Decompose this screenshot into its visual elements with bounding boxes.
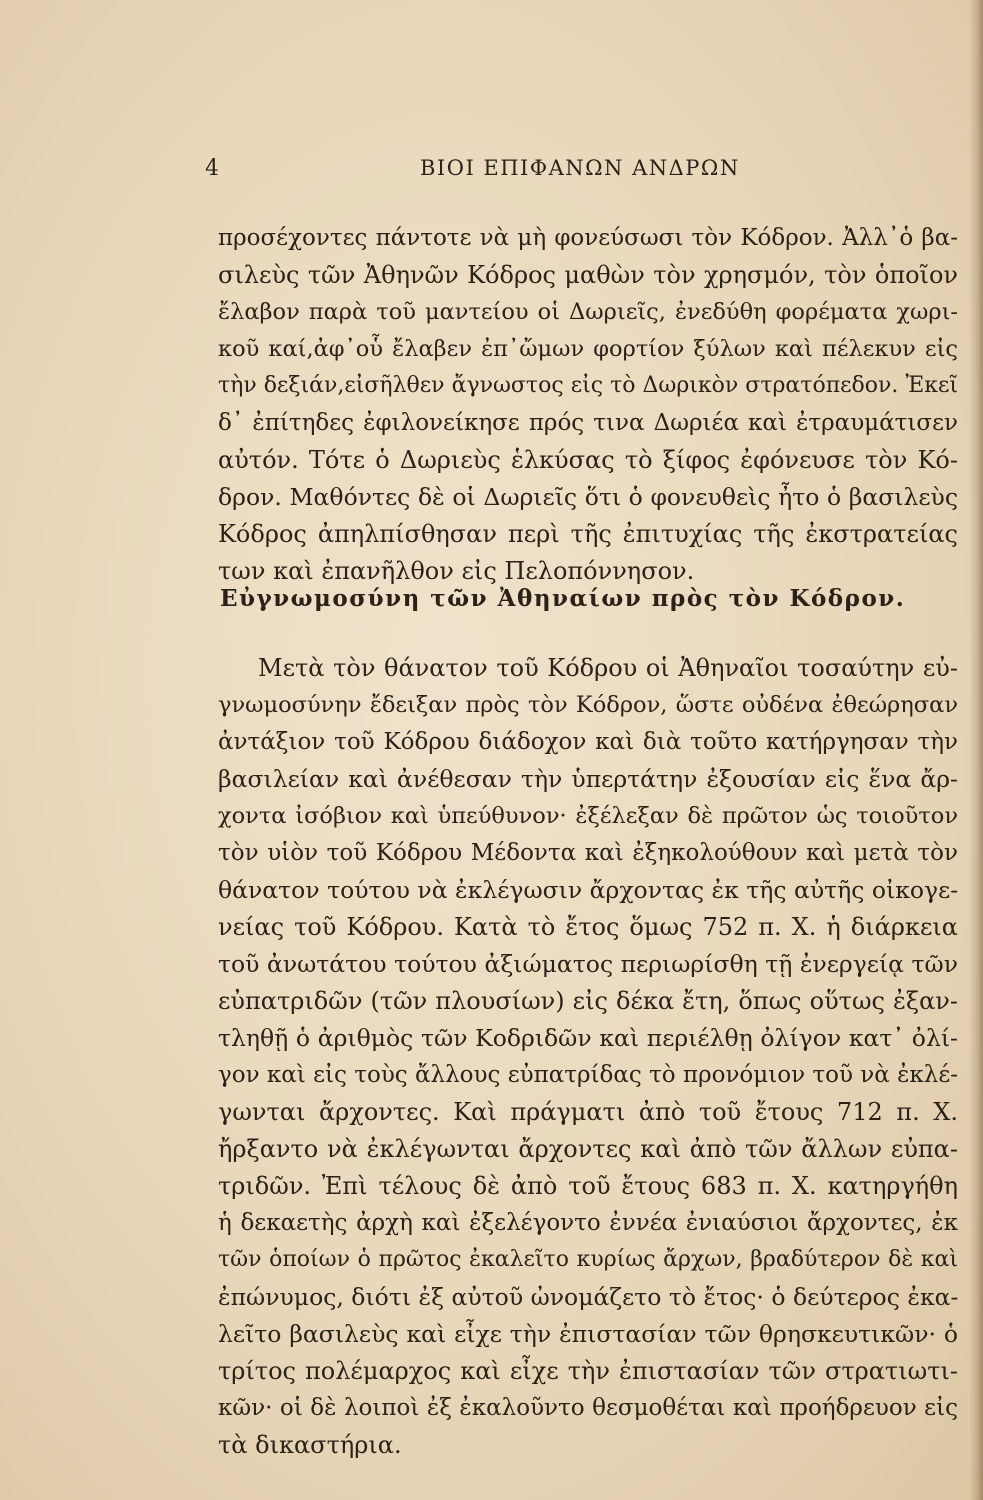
text-line: τὰ δικαστήρια.	[218, 1431, 402, 1459]
text-line: κοῦ καί,ἀφ᾽οὗ ἔλαβεν ἐπ᾽ὤμων φορτίον ξύλων καὶ πέλεκυν εἰς	[218, 336, 958, 362]
text-line: προσέχοντες πάντοτε νὰ μὴ φονεύσωσι τὸν Κόδρον. Ἀλλ᾽ὁ βα-	[218, 225, 958, 251]
text-line: γον καὶ εἰς τοὺς ἄλλους εὐπατρίδας τὸ προνόμιον τοῦ νὰ ἐκλέ-	[218, 1062, 958, 1088]
text-line: ἤρξαντο νὰ ἐκλέγωνται ἄρχοντες καὶ ἀπὸ τῶν ἄλλων εὐπα-	[218, 1135, 958, 1163]
text-line: νείας τοῦ Κόδρου. Κατὰ τὸ ἔτος ὅμως 752 π. Χ. ἡ διάρκεια	[218, 913, 958, 941]
text-line: ἡ δεκαετὴς ἀρχὴ καὶ ἐξελέγοντο ἐννέα ἐνιαύσιοι ἄρχοντες, ἐκ	[218, 1210, 958, 1236]
text-line: τριδῶν. Ἐπὶ τέλους δὲ ἀπὸ τοῦ ἔτους 683 π. Χ. κατηργήθη	[218, 1172, 958, 1200]
text-line: των καὶ ἐπανῆλθον εἰς Πελοπόννησον.	[218, 557, 695, 585]
text-line: χοντα ἰσόβιον καὶ ὑπεύθυνον· ἐξέλεξαν δὲ πρῶτον ὡς τοιοῦτον	[218, 803, 958, 829]
text-line: ἐπώνυμος, διότι ἐξ αὐτοῦ ὠνομάζετο τὸ ἔτος· ὁ δεύτερος ἐκα-	[218, 1283, 958, 1311]
text-line: σιλεὺς τῶν Ἀθηνῶν Κόδρος μαθὼν τὸν χρησμόν, τὸν ὁποῖον	[218, 261, 958, 289]
text-line: τρίτος πολέμαρχος καὶ εἶχε τὴν ἐπιστασίαν τῶν στρατιωτι-	[218, 1357, 958, 1385]
page-edge-shadow	[969, 0, 983, 1500]
text-line: Κόδρος ἀπηλπίσθησαν περὶ τῆς ἐπιτυχίας τῆς ἐκστρατείας	[218, 520, 958, 548]
text-line: βασιλείαν καὶ ἀνέθεσαν τὴν ὑπερτάτην ἐξουσίαν εἰς ἕνα ἄρ-	[218, 765, 958, 793]
section-heading: Εὐγνωμοσύνη τῶν Ἀθηναίων πρὸς τὸν Κόδρον.	[220, 585, 906, 612]
text-line: κῶν· οἱ δὲ λοιποὶ ἐξ ἐκαλοῦντο θεσμοθέται καὶ προήδρευον εἰς	[218, 1395, 958, 1421]
text-line: ἔλαβον παρὰ τοῦ μαντείου οἱ Δωριεῖς, ἐνεδύθη φορέματα χωρι-	[218, 299, 958, 325]
running-title: ΒΙΟΙ ΕΠΙΦΑΝΩΝ ΑΝΔΡΩΝ	[420, 156, 740, 180]
text-line: εὐπατριδῶν (τῶν πλουσίων) εἰς δέκα ἔτη, ὅπως οὕτως ἐξαν-	[218, 987, 958, 1015]
text-line: ἀντάξιον τοῦ Κόδρου διάδοχον καὶ διὰ τοῦτο κατήργησαν τὴν	[218, 729, 958, 755]
text-line: τὴν δεξιάν,εἰσῆλθεν ἄγνωστος εἰς τὸ Δωρικὸν στρατόπεδον. Ἐκεῖ	[218, 373, 958, 398]
text-line: τοῦ ἀνωτάτου τούτου ἀξιώματος περιωρίσθη τῇ ἐνεργείᾳ τῶν	[218, 950, 958, 978]
text-line: Μετὰ τὸν θάνατον τοῦ Κόδρου οἱ Ἀθηναῖοι τοσαύτην εὐ-	[258, 654, 958, 682]
text-line: δρον. Μαθόντες δὲ οἱ Δωριεῖς ὅτι ὁ φονευθεὶς ἦτο ὁ βασιλεὺς	[218, 483, 958, 511]
text-line: δ᾽ ἐπίτηδες ἐφιλονείκησε πρός τινα Δωριέα καὶ ἐτραυμάτισεν	[218, 410, 958, 436]
text-line: τῶν ὁποίων ὁ πρῶτος ἐκαλεῖτο κυρίως ἄρχων, βραδύτερον δὲ καὶ	[218, 1247, 958, 1272]
text-line: γνωμοσύνην ἔδειξαν πρὸς τὸν Κόδρον, ὥστε οὐδένα ἐθεώρησαν	[218, 692, 958, 718]
text-line: τληθῇ ὁ ἀριθμὸς τῶν Κοδριδῶν καὶ περιέλθῃ ὀλίγον κατ᾽ ὀλί-	[218, 1024, 958, 1052]
text-line: γωνται ἄρχοντες. Καὶ πράγματι ἀπὸ τοῦ ἔτους 712 π. Χ.	[218, 1098, 958, 1126]
text-line: θάνατον τούτου νὰ ἐκλέγωσιν ἄρχοντας ἐκ τῆς αὐτῆς οἰκογε-	[218, 876, 958, 904]
text-line: λεῖτο βασιλεὺς καὶ εἶχε τὴν ἐπιστασίαν τῶν θρησκευτικῶν· ὁ	[218, 1320, 958, 1348]
page-number: 4	[205, 156, 219, 181]
page-header	[205, 152, 765, 188]
text-line: αὐτόν. Τότε ὁ Δωριεὺς ἑλκύσας τὸ ξίφος ἐφόνευσε τὸν Κό-	[218, 446, 958, 474]
text-line: τὸν υἱὸν τοῦ Κόδρου Μέδοντα καὶ ἐξηκολούθουν καὶ μετὰ τὸν	[218, 840, 958, 866]
